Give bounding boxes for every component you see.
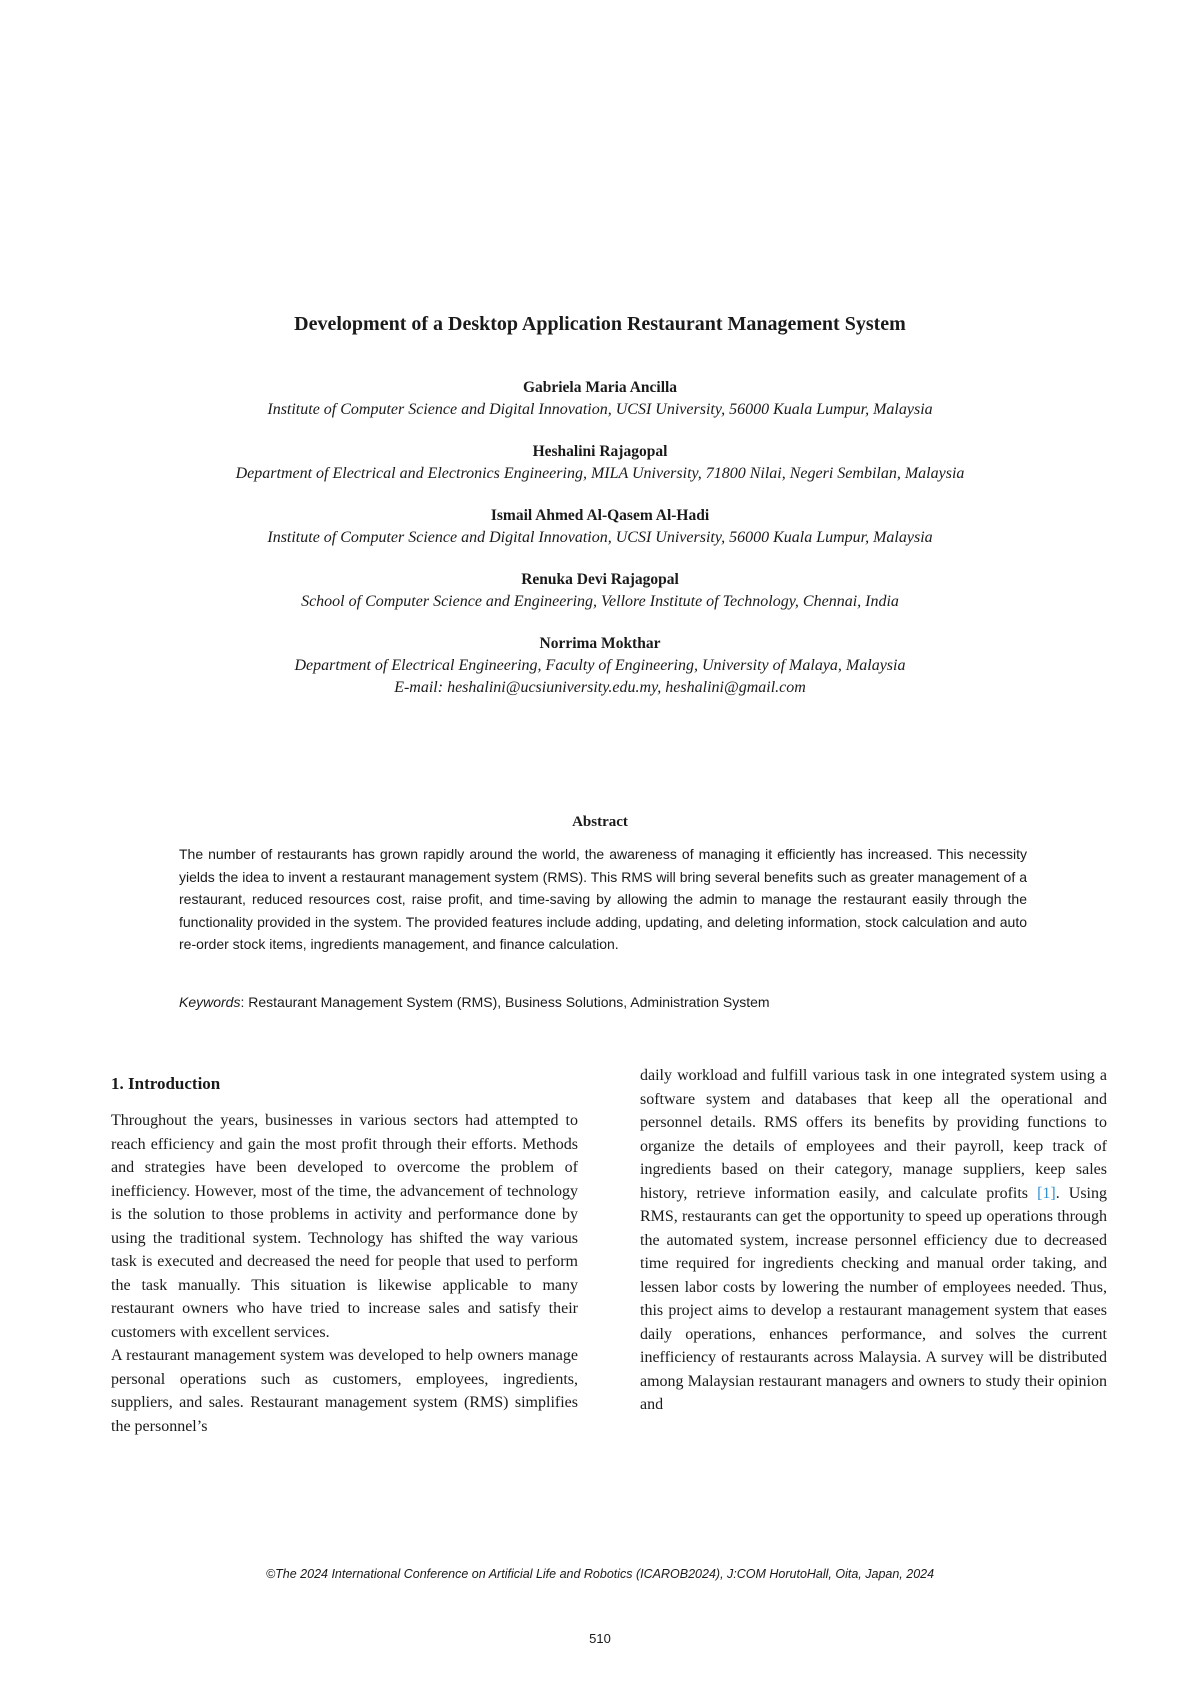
- keywords-label: Keywords: [179, 994, 241, 1010]
- citation-link[interactable]: [1]: [1037, 1184, 1056, 1202]
- author-name: Renuka Devi Rajagopal: [521, 571, 679, 588]
- author-block: [0, 569, 1200, 613]
- right-column: [640, 1064, 1107, 1417]
- conference-footer: ©The 2024 International Conference on Artificial Life and Robotics (ICAROB2024), J:COM HorutoHall, Oita, Japan, 2024: [265, 1567, 935, 1581]
- abstract-text: The number of restaurants has grown rapidly around the world, the awareness of managing it efficiently has increased. This necessity yields the idea to invent a restaurant management system (RMS). This RMS will bring several benefits such as greater management of a restaurant, reduced resources cost, raise profit, and time-saving by allowing the admin to manage the restaurant easily through the functionality provided in the system. The provided features include adding, updating, and deleting information, stock calculation and auto re-order stock items, ingredients management, and finance calculation.: [179, 846, 1027, 952]
- author-name: Norrima Mokthar: [539, 635, 661, 652]
- author-affiliation: Department of Electrical Engineering, Faculty of Engineering, University of Malaya, Malaysia: [294, 657, 906, 674]
- author-affiliation: Department of Electrical and Electronics Engineering, MILA University, 71800 Nilai, Negeri Sembilan, Malaysia: [235, 465, 965, 482]
- author-block: [0, 441, 1200, 485]
- author-affiliation: Institute of Computer Science and Digital Innovation, UCSI University, 56000 Kuala Lumpur, Malaysia: [267, 529, 933, 546]
- keywords-line: [179, 994, 1027, 1010]
- intro-paragraph-3-part-2: . Using RMS, restaurants can get the opportunity to speed up operations through the automated system, increase personnel efficiency due to decreased time required for ingredients checking and manual order taking, and lessen labor costs by lowering the number of employees needed. Thus, this project aims to develop a restaurant management system that eases daily operations, enhances performance, and solves the current inefficiency of restaurants across Malaysia. A survey will be distributed among Malaysian restaurant managers and owners to study their opinion and: [640, 1184, 1107, 1413]
- author-name: Heshalini Rajagopal: [532, 443, 668, 460]
- keywords-text: : Restaurant Management System (RMS), Business Solutions, Administration System: [240, 994, 770, 1010]
- author-block: [0, 633, 1200, 699]
- intro-paragraph-3-part-1: daily workload and fulfill various task in one integrated system using a software system and databases that keep all the operational and personnel details. RMS offers its benefits by providing functions to organize the details of employees and their payroll, keep track of ingredients based on their category, manage suppliers, keep sales history, retrieve information easily, and calculate profits: [640, 1067, 1107, 1202]
- author-block: [0, 377, 1200, 421]
- page-number: 510: [589, 1631, 611, 1646]
- intro-paragraph-3: [640, 1064, 1107, 1417]
- contact-email: E-mail: heshalini@ucsiuniversity.edu.my, heshalini@gmail.com: [394, 679, 806, 696]
- author-name: Ismail Ahmed Al-Qasem Al-Hadi: [490, 507, 710, 524]
- intro-paragraph-2: A restaurant management system was developed to help owners manage personal operations such as customers, employees, ingredients, suppliers, and sales. Restaurant management system (RMS) simplifies the personnel’s: [111, 1347, 578, 1435]
- paper-title: Development of a Desktop Application Restaurant Management System: [294, 313, 906, 335]
- author-block: [0, 505, 1200, 549]
- author-name: Gabriela Maria Ancilla: [522, 379, 678, 396]
- author-affiliation: Institute of Computer Science and Digital Innovation, UCSI University, 56000 Kuala Lumpur, Malaysia: [267, 401, 933, 418]
- left-column: [111, 1072, 578, 1438]
- author-affiliation: School of Computer Science and Engineering, Vellore Institute of Technology, Chennai, India: [301, 593, 899, 610]
- author-list: [0, 377, 1200, 719]
- section-heading: 1. Introduction: [111, 1074, 221, 1093]
- abstract-heading: Abstract: [572, 814, 628, 830]
- intro-paragraph-1: Throughout the years, businesses in various sectors had attempted to reach efficiency and gain the most profit through their efforts. Methods and strategies have been developed to overcome the problem of inefficiency. However, most of the time, the advancement of technology is the solution to those problems in activity and performance done by using the traditional system. Technology has shifted the way various task is executed and decreased the need for people that used to perform the task manually. This situation is likewise applicable to many restaurant owners who have tried to increase sales and satisfy their customers with excellent services.: [111, 1112, 578, 1341]
